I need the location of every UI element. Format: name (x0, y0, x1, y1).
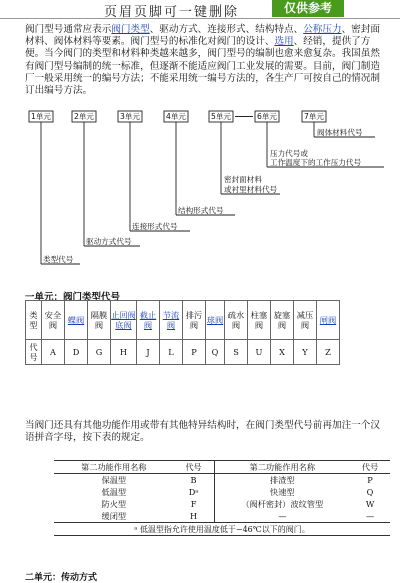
header-cell: 第二功能作用名称 (214, 461, 350, 474)
code-cell: X (271, 340, 294, 365)
type-link[interactable]: 球阀 (206, 315, 224, 325)
type-row (26, 301, 340, 340)
table-cell: P (367, 474, 373, 485)
type-cell: 安全阀 (42, 301, 65, 340)
table-cell: 排渣型 (214, 474, 350, 487)
valve-type-table (25, 300, 340, 365)
type-cell (317, 301, 340, 340)
link-selection[interactable]: 选用 (274, 36, 294, 48)
type-link[interactable]: 蝶阀 (67, 315, 85, 325)
table-cell: F (190, 498, 197, 509)
table-cell: Dᵃ (188, 486, 199, 497)
type-link[interactable]: 节流阀 (162, 310, 180, 330)
table-note-row (54, 523, 390, 536)
u1-desc: 类型代号 (43, 255, 74, 264)
second-function-paragraph: 当阀门还具有其他功能作用或带有其他特异结构时，在阀门类型代号前再加注一个汉语拼音字母，按下表的规定。 (25, 420, 380, 444)
code-cell: S (225, 340, 248, 365)
header-text: 页眉页脚可一键删除 (104, 5, 240, 20)
code-cell: Q (206, 340, 225, 365)
intro-text-4: 、经销，提供了方便。当今阀门的类型和材料种类越来越多，阀门型号的编制也愈来愈复杂。我国虽然有阀门型号编制的统一标准，但逐渐不能适应阀门工业发展的需要。目前，阀门制造厂一般采用统一的编号方法；不能采用统一编号方法的，各生产厂可按自己的情况制订出编号方法。 (25, 36, 380, 97)
code-cell: D (65, 340, 88, 365)
header-cell: 代号 (350, 461, 390, 474)
table-note: ᵃ 低温型指允许使用温度低于−46℃以下的阀门。 (54, 523, 390, 536)
table-cell: W (365, 498, 375, 509)
unit-3-label: 3单元 (120, 112, 141, 121)
code-cell: J (137, 340, 160, 365)
table-cell: 防火型 (101, 498, 127, 509)
type-cell: 减压阀 (294, 301, 317, 340)
intro-text-3: 、密封面材料、阀体材料等要素。阀门型号的标准化对阀门的设计、 (25, 24, 380, 48)
code-row (26, 340, 340, 365)
table-row (54, 510, 390, 523)
second-function-table (54, 460, 390, 536)
code-cell: U (248, 340, 271, 365)
header-cell: 代号 (174, 461, 214, 474)
header-cell: 第二功能作用名称 (54, 461, 174, 474)
type-cell: 排污阀 (183, 301, 206, 340)
type-cell (111, 301, 137, 340)
table-cell: — (365, 510, 375, 521)
u6-desc-a: 压力代号或 (270, 149, 308, 158)
u4-desc: 结构形式代号 (178, 206, 224, 215)
table-row (54, 486, 390, 498)
table-cell: H (189, 510, 198, 521)
table-cell: B (190, 474, 197, 485)
table-cell: Q (366, 486, 374, 497)
table-cell: 低温型 (101, 486, 127, 497)
u6-desc-b: 工作温度下的工作压力代号 (270, 158, 362, 167)
type-cell (160, 301, 183, 340)
type-header-cell: 类型 (26, 301, 42, 340)
intro-text-1: 阀门型号通常应表示 (25, 24, 112, 35)
code-cell: H (111, 340, 137, 365)
type-link[interactable]: 止回阀底阀 (111, 310, 136, 330)
table-row (54, 498, 390, 510)
table-cell: 快速型 (214, 486, 350, 498)
link-valve-type[interactable]: 阀门类型 (111, 24, 150, 35)
function-table-header (54, 461, 390, 474)
code-cell: G (88, 340, 111, 365)
unit1-title: 一单元：阀门类型代号 (25, 292, 121, 303)
type-cell: 柱塞阀 (248, 301, 271, 340)
unit-2-label: 2单元 (74, 112, 95, 121)
type-cell: 疏水阀 (225, 301, 248, 340)
type-cell (65, 301, 88, 340)
u5-desc-b: 或衬里材料代号 (224, 185, 278, 194)
table-cell: 缓闭型 (101, 510, 127, 521)
link-nominal-pressure[interactable]: 公称压力 (303, 24, 342, 35)
code-cell: Y (294, 340, 317, 365)
type-cell (137, 301, 160, 340)
table-cell: （阀杆密封）波纹管型 (214, 498, 350, 510)
unit2-title: 二单元：传动方式 (25, 573, 98, 583)
type-cell (206, 301, 225, 340)
table-cell: 保温型 (101, 474, 127, 485)
u5-desc-a: 密封面材料 (224, 175, 262, 184)
type-cell: 旋塞阀 (271, 301, 294, 340)
type-cell: 隔膜阀 (88, 301, 111, 340)
table-row (54, 474, 390, 487)
model-structure-diagram (0, 104, 400, 274)
code-header-cell: 代号 (26, 340, 42, 365)
unit-7-label: 7单元 (304, 112, 325, 121)
table-cell: — (214, 510, 350, 523)
intro-paragraph (25, 24, 380, 97)
intro-text-2: 、驱动方式、连接形式、结构特点、 (149, 24, 304, 35)
code-cell: Z (317, 340, 340, 365)
unit-4-label: 4单元 (166, 112, 187, 121)
unit-5-label: 5单元 (211, 112, 232, 121)
code-cell: A (42, 340, 65, 365)
type-link[interactable]: 截止阀 (139, 310, 157, 330)
type-link[interactable]: 闸阀 (319, 315, 337, 325)
unit-6-label: 6单元 (257, 112, 278, 121)
page-header (0, 0, 400, 19)
u7-desc: 阀体材料代号 (317, 128, 363, 137)
u3-desc: 连接形式代号 (132, 222, 178, 231)
reference-badge: 仅供参考 (272, 0, 344, 17)
unit-1-label: 1单元 (31, 112, 52, 121)
code-cell: L (160, 340, 183, 365)
u2-desc: 驱动方式代号 (86, 237, 132, 246)
code-cell: P (183, 340, 206, 365)
